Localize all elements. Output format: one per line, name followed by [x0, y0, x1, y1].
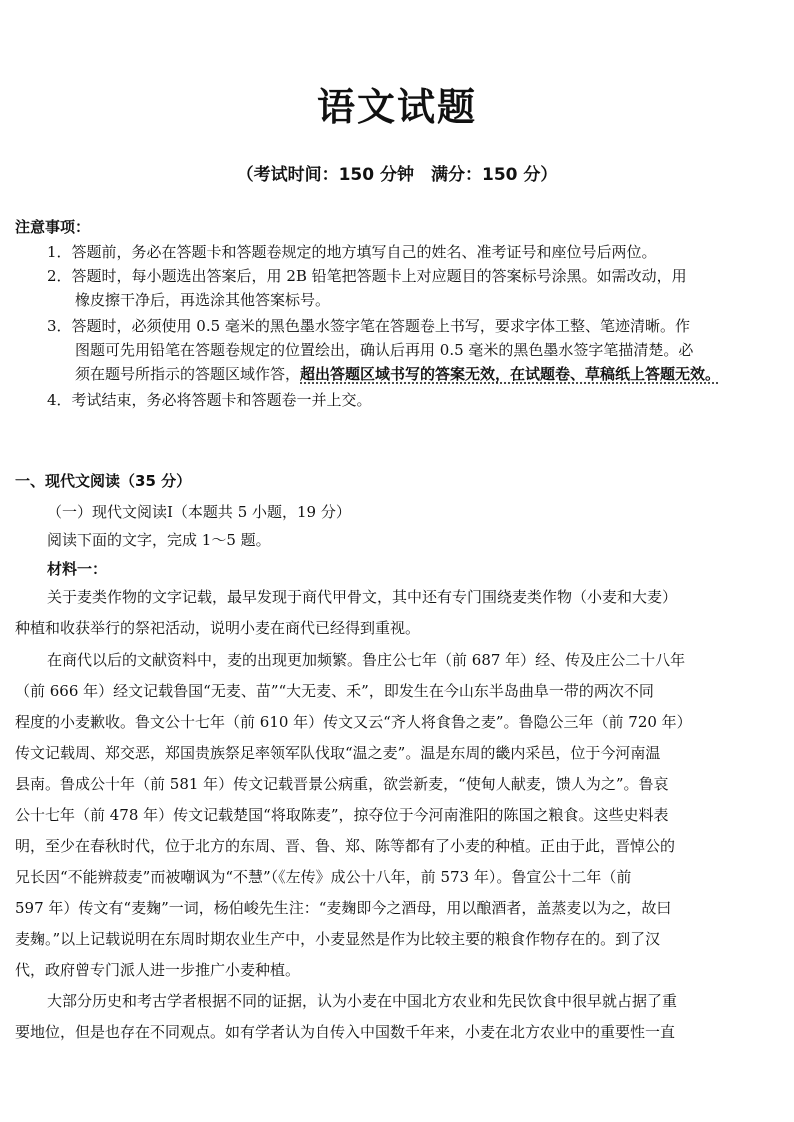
passage-line: 明，至少在春秋时代，位于北方的东周、晋、鲁、郑、陈等都有了小麦的种植。正由于此，晋悼公的 [15, 837, 676, 855]
instruction: 阅读下面的文字，完成 1～5 题。 [47, 531, 271, 549]
notice-line: 1．答题前，务必在答题卡和答题卷规定的地方填写自己的姓名、准考证号和座位号后两位。 [47, 243, 657, 261]
page-title: 语文试题 [316, 85, 477, 129]
passage-line: 种植和收获举行的祭祀活动，说明小麦在商代已经得到重视。 [15, 619, 421, 637]
notice-line: 2．答题时，每小题选出答案后，用 2B 铅笔把答题卡上对应题目的答案标号涂黑。如需改动，用 [47, 267, 687, 285]
passage-line: 关于麦类作物的文字记载，最早发现于商代甲骨文，其中还有专门围绕麦类作物（小麦和大麦） [47, 588, 678, 606]
notice-emphasis: 超出答题区域书写的答案无效，在试题卷、草稿纸上答题无效。 [300, 365, 721, 383]
passage-line: 要地位，但是也存在不同观点。如有学者认为自传入中国数千年来，小麦在北方农业中的重要性一直 [15, 1023, 676, 1041]
passage-line: 在商代以后的文献资料中，麦的出现更加频繁。鲁庄公七年（前 687 年）经、传及庄公二十八年 [47, 651, 686, 669]
passage-line: 程度的小麦歉收。鲁文公十七年（前 610 年）传文又云“齐人将食鲁之麦”。鲁隐公三年（前 720 年） [15, 713, 692, 731]
passage-line: 597 年）传文有“麦麹”一词，杨伯峻先生注：“麦麹即今之酒母，用以酿酒者，盖蒸麦以为之，故曰 [15, 899, 672, 917]
notice-line-part: 须在题号所指示的答题区域作答， [75, 365, 301, 383]
section-heading: 一、现代文阅读（35 分） [15, 472, 192, 490]
material-label: 材料一： [47, 560, 108, 578]
passage-line: 兄长因“不能辨菽麦”而被嘲讽为“不慧”（《左传》成公十八年，前 573 年）。鲁宣公十二年（前 [15, 868, 632, 886]
sub-section-heading: （一）现代文阅读Ⅰ（本题共 5 小题，19 分） [47, 503, 351, 521]
notice-line [75, 364, 720, 384]
passage-line: 麦麹。”以上记载说明在东周时期农业生产中，小麦显然是作为比较主要的粮食作物存在的。到了汉 [15, 930, 661, 948]
notice-line: 3．答题时，必须使用 0.5 毫米的黑色墨水签字笔在答题卷上书写，要求字体工整、笔迹清晰。作 [47, 317, 690, 335]
passage-line: 大部分历史和考古学者根据不同的证据，认为小麦在中国北方农业和先民饮食中很早就占据了重 [47, 992, 678, 1010]
notice-line: 4．考试结束，务必将答题卡和答题卷一并上交。 [47, 391, 372, 409]
notice-line: 图题可先用铅笔在答题卷规定的位置绘出，确认后再用 0.5 毫米的黑色墨水签字笔描清楚。必 [75, 341, 694, 359]
passage-line: 传文记载周、郑交恶，郑国贵族祭足率领军队伐取“温之麦”。温是东周的畿内采邑，位于今河南温 [15, 744, 661, 762]
passage-line: 县南。鲁成公十年（前 581 年）传文记载晋景公病重，欲尝新麦，“使甸人献麦，馈人为之”。鲁哀 [15, 775, 669, 793]
notice-heading: 注意事项： [15, 218, 91, 236]
passage-line: 公十七年（前 478 年）传文记载楚国“将取陈麦”，掠夺位于今河南淮阳的陈国之粮食。这些史料表 [15, 806, 669, 824]
passage-line: 代，政府曾专门派人进一步推广小麦种植。 [15, 961, 301, 979]
passage-line: （前 666 年）经文记载鲁国“无麦、苗”“大无麦、禾”，即发生在今山东半岛曲阜一带的两次不同 [15, 682, 654, 700]
exam-info: （考试时间：150 分钟 满分：150 分） [236, 165, 558, 185]
notice-line: 橡皮擦干净后，再选涂其他答案标号。 [75, 291, 331, 309]
